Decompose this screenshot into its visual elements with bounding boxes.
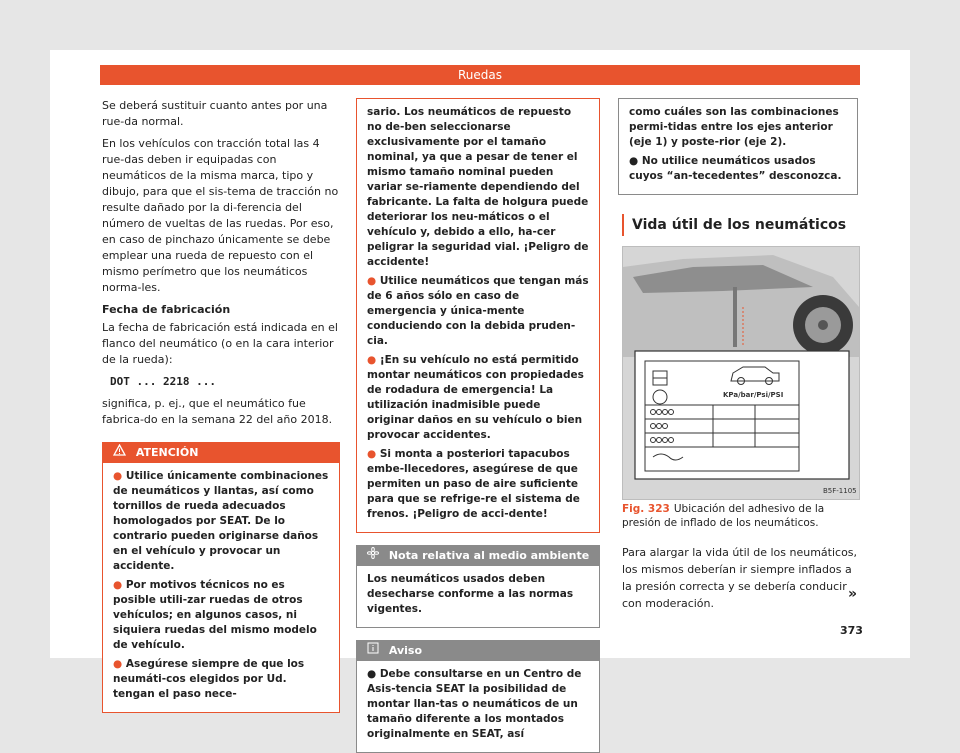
page-number: 373 bbox=[840, 624, 863, 637]
figure-caption-text: Ubicación del adhesivo de la presión de inflado de los neumáticos. bbox=[622, 503, 825, 529]
column-3 bbox=[618, 98, 858, 195]
list-item: ● Si monta a posteriori tapacubos embe-llecedores, asegúrese de que permiten un paso de aire suficiente para que se refrige-re el sistema de frenos. ¡Peligro de acci-dente! bbox=[367, 448, 580, 520]
page-header: Ruedas bbox=[100, 65, 860, 85]
warning-triangle-icon bbox=[113, 443, 126, 463]
info-note-body bbox=[357, 661, 599, 752]
continue-arrow: » bbox=[848, 586, 858, 602]
list-item: ● No utilice neumáticos usados cuyos “an-tecedentes” desconozca. bbox=[629, 155, 842, 182]
warning-box-continued bbox=[356, 98, 600, 533]
info-note-box bbox=[356, 640, 600, 753]
info-note-body-continued bbox=[619, 99, 857, 194]
paragraph: Los neumáticos usados deben desecharse conforme a las normas vigentes. bbox=[367, 573, 574, 615]
environment-note-box bbox=[356, 545, 600, 628]
car-illustration bbox=[623, 247, 859, 499]
column-1 bbox=[102, 98, 340, 713]
warning-box bbox=[102, 442, 340, 713]
section-title: Vida útil de los neumáticos bbox=[622, 214, 866, 236]
list-item: ● ¡En su vehículo no está permitido montar neumáticos con propiedades de rodadura de emergencia! La utilización inadmisible puede originar daños en su vehículo o bien provocar accidentes. bbox=[367, 354, 584, 441]
list-item: ● Utilice neumáticos que tengan más de 6 años sólo en caso de emergencia y única-mente conduciendo con la debida pruden-cia. bbox=[367, 275, 589, 347]
subheading: Fecha de fabricación bbox=[102, 303, 231, 316]
figure-caption bbox=[622, 502, 858, 530]
list-item: ● Debe consultarse en un Centro de Asis-tencia SEAT la posibilidad de montar llan-tas o neumáticos de un tamaño diferente a los montados originalmente en SEAT, así bbox=[367, 668, 582, 740]
info-note-title: Aviso bbox=[388, 644, 423, 657]
warning-body bbox=[103, 463, 339, 712]
environment-flower-icon bbox=[367, 546, 379, 566]
environment-note-body bbox=[357, 566, 599, 627]
paragraph: La fecha de fabricación está indicada en el flanco del neumático (o en la cara interior de la rueda): bbox=[102, 321, 338, 366]
figure-number: Fig. 323 bbox=[622, 503, 670, 515]
paragraph: Para alargar la vida útil de los neumáticos, los mismos deberían ir siempre inflados a la presión correcta y se debería conducir con moderación. bbox=[622, 546, 858, 610]
list-item: ● Asegúrese siempre de que los neumáti-cos elegidos por Ud. tengan el paso nece- bbox=[113, 658, 305, 700]
tire-pressure-figure bbox=[622, 246, 860, 500]
info-icon bbox=[367, 641, 379, 661]
paragraph: como cuáles son las combinaciones permi-tidas entre los ejes anterior (eje 1) y poste-rior (eje 2). bbox=[629, 106, 839, 148]
list-item: ● Por motivos técnicos no es posible utili-zar ruedas de otros vehículos; en algunos casos, ni siquiera ruedas del mismo modelo de vehículo. bbox=[113, 579, 317, 651]
column-2 bbox=[356, 98, 600, 753]
info-note-box-continued bbox=[618, 98, 858, 195]
paragraph: En los vehículos con tracción total las 4 rue-das deben ir equipadas con neumáticos de la misma marca, tipo y dibujo, para que el sis-tema de tracción no resulte dañado por la di-ferencia del número de vueltas de las ruedas. Por eso, en caso de pinchazo únicamente se debe emplear una rueda de repuesto con el mismo perímetro que los neumáticos norma-les. bbox=[102, 137, 339, 294]
environment-note-title: Nota relativa al medio ambiente bbox=[388, 549, 590, 562]
paragraph: sario. Los neumáticos de repuesto no de-ben seleccionarse exclusivamente por el tamaño nominal, ya que a pesar de tener el mismo tamaño nominal pueden variar se-riamente dependiendo del fabricante. La falta de holgura puede deteriorar los neu-máticos o el vehículo y, debido a ello, ha-cer peligrar la seguridad vial. ¡Peligro de accidente! bbox=[367, 106, 589, 268]
warning-header bbox=[103, 443, 339, 463]
info-note-header bbox=[357, 641, 599, 661]
list-item: ● Utilice únicamente combinaciones de neumáticos y llantas, así como tornillos de rueda adecuados homologados por SEAT. De lo contrario pueden originarse daños en el vehículo y provocar un accidente. bbox=[113, 470, 329, 572]
warning-title: ATENCIÓN bbox=[135, 446, 199, 459]
warning-body-continued bbox=[357, 99, 599, 532]
paragraph: significa, p. ej., que el neumático fue fabrica-do en la semana 22 del año 2018. bbox=[102, 397, 333, 426]
pressure-units-label: KPa/bar/Psi/PSI bbox=[723, 391, 784, 399]
paragraph: Se deberá sustituir cuanto antes por una rue-da normal. bbox=[102, 99, 328, 128]
dot-code: DOT ... 2218 ... bbox=[110, 375, 216, 388]
figure-code: B5F-1105 bbox=[823, 487, 857, 495]
environment-note-header bbox=[357, 546, 599, 566]
